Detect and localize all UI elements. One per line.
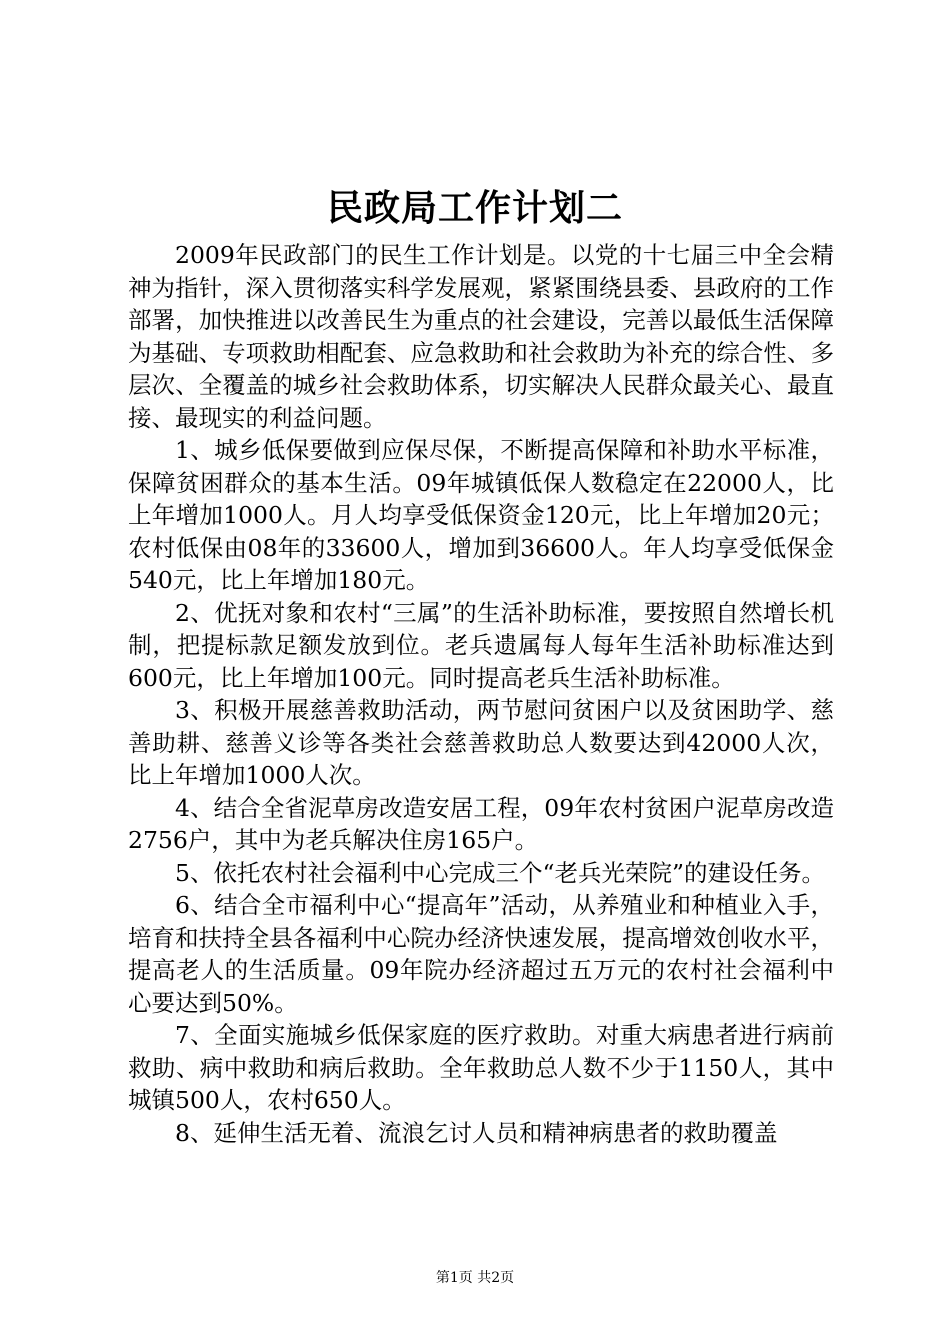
paragraph-item-3: 3、积极开展慈善救助活动，两节慰问贫困户以及贫困助学、慈善助耕、慈善义诊等各类社会慈善救助总人数要达到42000人次，比上年增加1000人次。 [128, 696, 834, 789]
paragraph-item-4: 4、结合全省泥草房改造安居工程，09年农村贫困户泥草房改造2756户，其中为老兵解决住房165户。 [128, 793, 834, 854]
paragraph-item-2: 2、优抚对象和农村“三属”的生活补助标准，要按照自然增长机制，把提标款足额发放到位。老兵遗属每人每年生活补助标准达到600元，比上年增加100元。同时提高老兵生活补助标准。 [128, 598, 834, 692]
document-body [128, 239, 834, 1149]
paragraph-item-1: 1、城乡低保要做到应保尽保，不断提高保障和补助水平标准，保障贫困群众的基本生活。09年城镇低保人数稳定在22000人，比上年增加1000人。月人均享受低保资金120元，比上年增加20元；农村低保由08年的33600人，增加到36600人。年人均享受低保金540元，比上年增加180元。 [128, 436, 834, 594]
paragraph-item-8: 8、延伸生活无着、流浪乞讨人员和精神病患者的救助覆盖 [175, 1118, 778, 1147]
paragraph-item-5: 5、依托农村社会福利中心完成三个“老兵光荣院”的建设任务。 [175, 858, 825, 887]
paragraph-intro: 2009年民政部门的民生工作计划是。以党的十七届三中全会精神为指针，深入贯彻落实科学发展观，紧紧围绕县委、县政府的工作部署，加快推进以改善民生为重点的社会建设，完善以最低生活保障为基础、专项救助相配套、应急救助和社会救助为补充的综合性、多层次、全覆盖的城乡社会救助体系，切实解决人民群众最关心、最直接、最现实的利益问题。 [128, 241, 834, 432]
page-footer: 第1页 共2页 [435, 1270, 515, 1286]
paragraph-item-6: 6、结合全市福利中心“提高年”活动，从养殖业和种植业入手，培育和扶持全县各福利中心院办经济快速发展，提高增效创收水平，提高老人的生活质量。09年院办经济超过五万元的农村社会福利中心要达到50%。 [128, 891, 834, 1017]
document-title: 民政局工作计划二 [326, 187, 623, 229]
paragraph-item-7: 7、全面实施城乡低保家庭的医疗救助。对重大病患者进行病前救助、病中救助和病后救助。全年救助总人数不少于1150人，其中城镇500人，农村650人。 [128, 1021, 834, 1114]
